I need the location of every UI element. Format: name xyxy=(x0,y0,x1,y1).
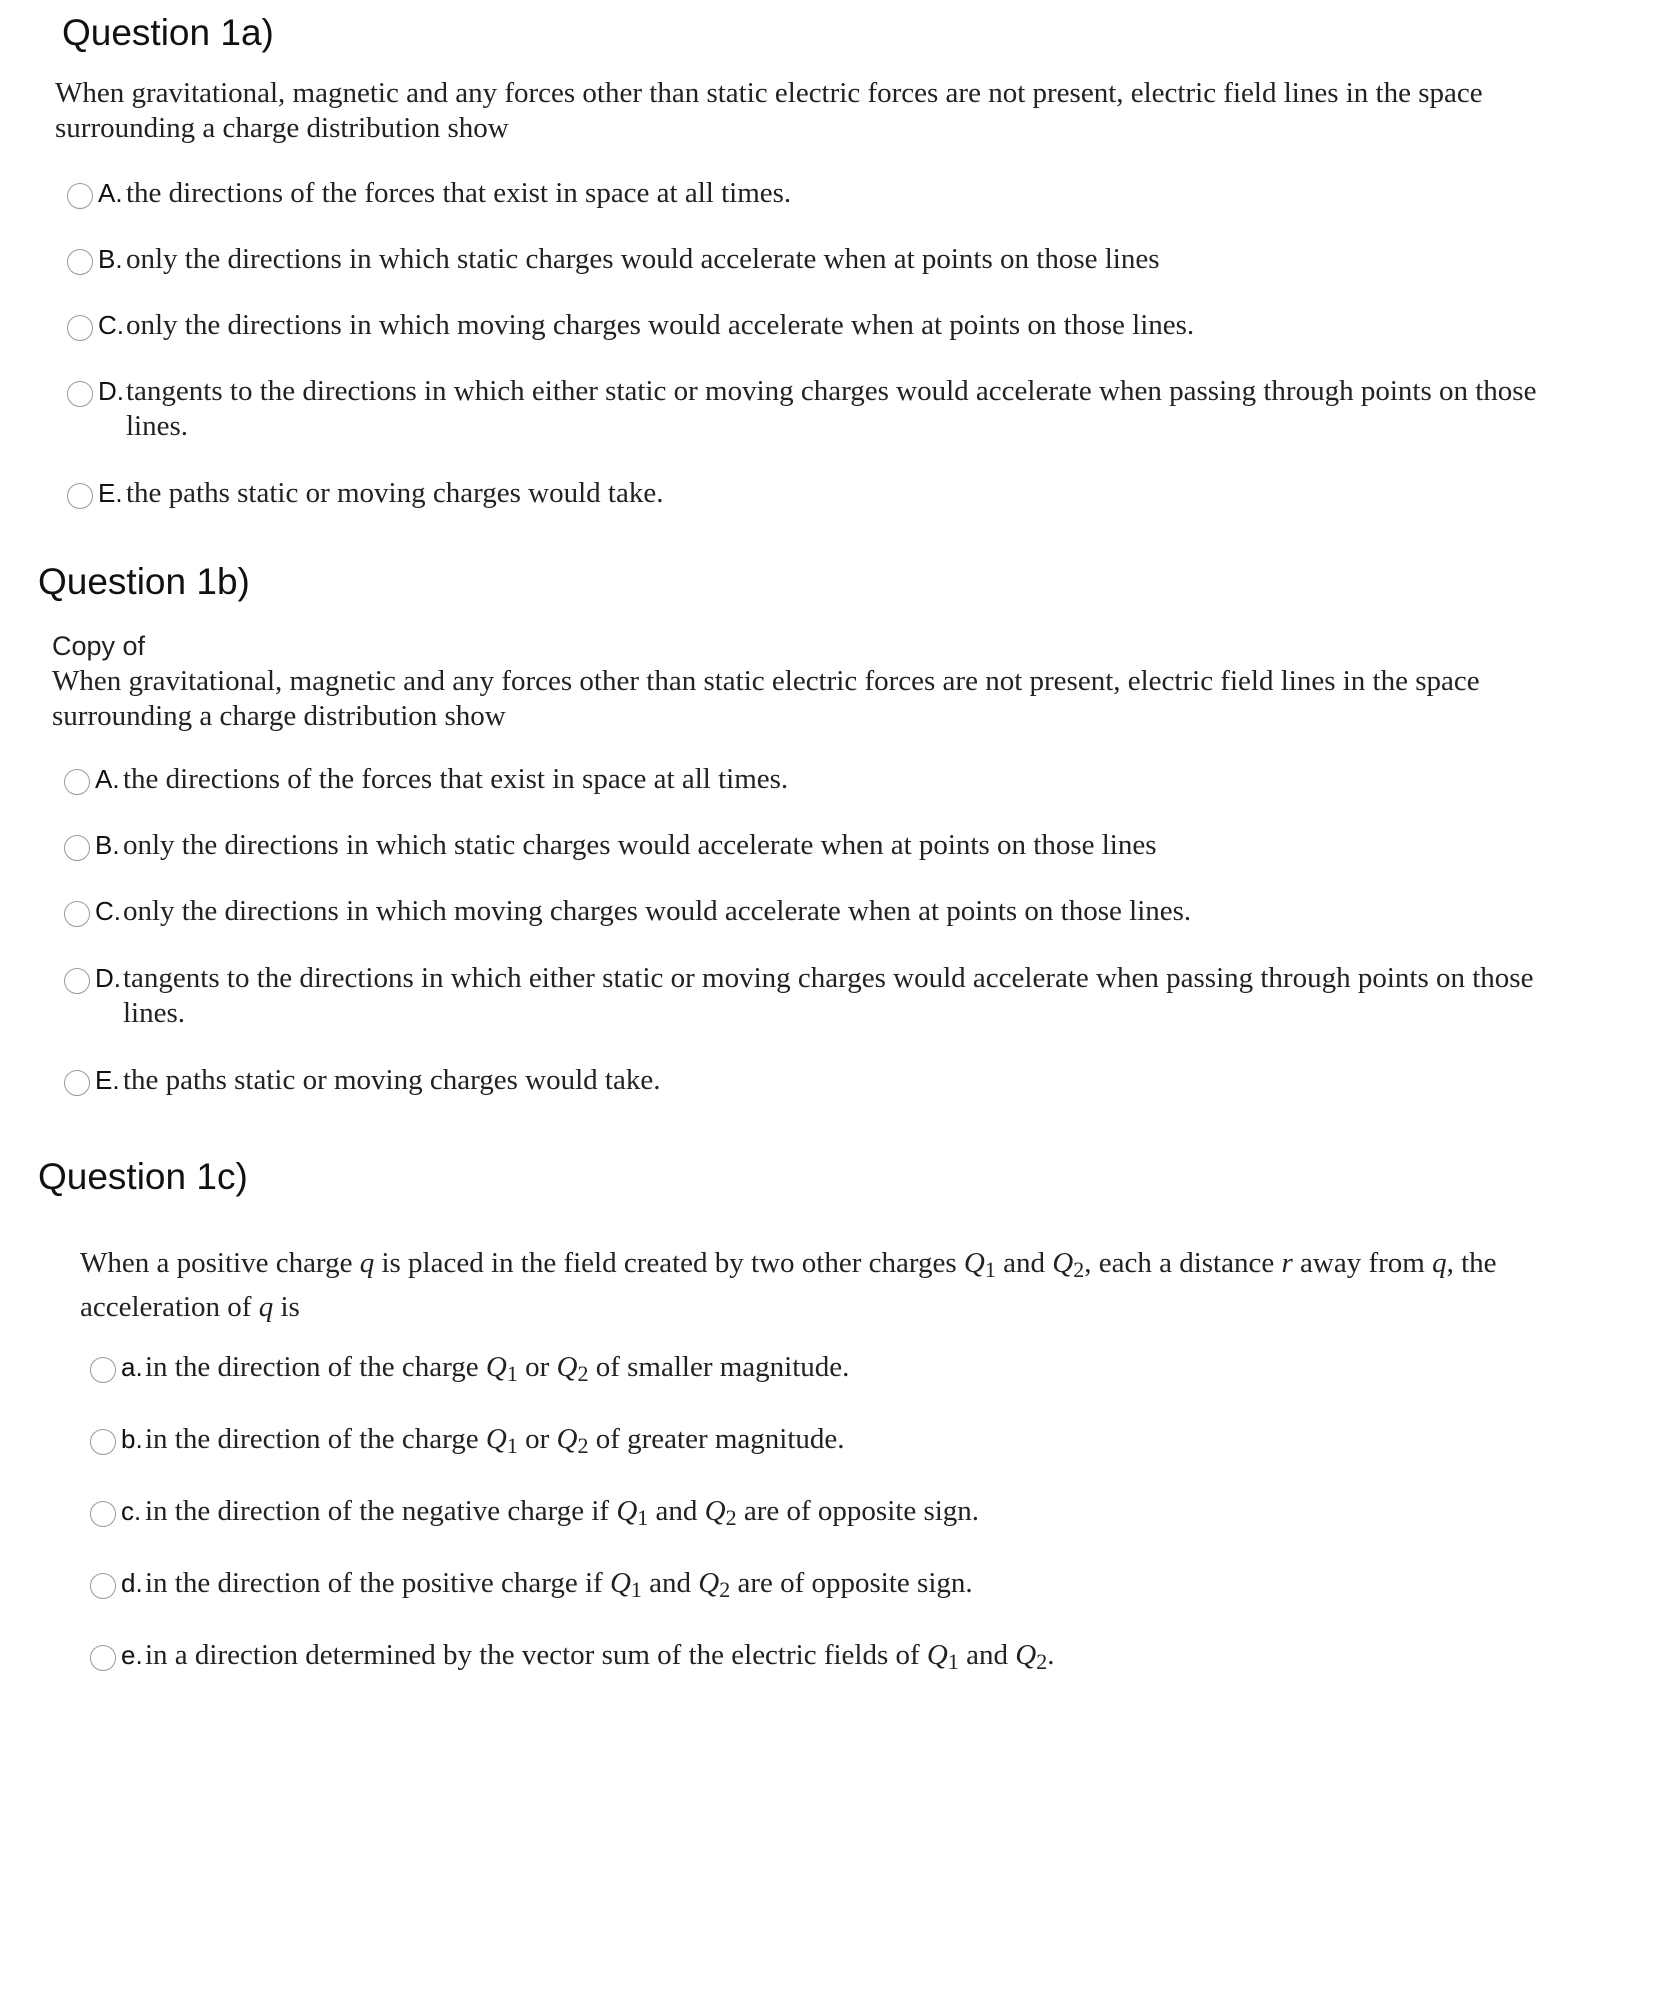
math-subscript: 2 xyxy=(577,1433,589,1458)
stem-text: , each a distance xyxy=(1084,1247,1282,1279)
option-letter: B. xyxy=(98,244,123,274)
q1a-option-b[interactable] xyxy=(67,242,1607,277)
math-Q2: Q xyxy=(698,1567,720,1599)
math-Q2: Q xyxy=(556,1351,578,1383)
math-subscript: 1 xyxy=(947,1649,959,1674)
option-letter: c. xyxy=(121,1496,142,1526)
q1b-option-e-radio[interactable] xyxy=(64,1070,90,1096)
copy-of-label: Copy of xyxy=(52,631,146,661)
option-letter: A. xyxy=(95,764,120,794)
q1a-option-a[interactable] xyxy=(67,176,1607,211)
option-text-part: in the direction of the charge xyxy=(145,1351,486,1383)
option-text: the directions of the forces that exist in space at all times. xyxy=(123,763,789,795)
option-text: only the directions in which static charges would accelerate when at points on those lines xyxy=(126,243,1160,275)
option-letter: B. xyxy=(95,830,120,860)
option-letter: D. xyxy=(95,963,121,993)
option-text-part: are of opposite sign. xyxy=(736,1495,980,1527)
option-letter: C. xyxy=(98,310,124,340)
option-letter: b. xyxy=(121,1424,143,1454)
math-subscript: 2 xyxy=(577,1361,589,1386)
option-letter: D. xyxy=(98,376,124,406)
math-subscript: 2 xyxy=(725,1505,737,1530)
q1c-option-a-radio[interactable] xyxy=(90,1357,116,1383)
q1b-option-c-radio[interactable] xyxy=(64,901,90,927)
q1b-option-b[interactable] xyxy=(64,828,1604,863)
option-text: the directions of the forces that exist in space at all times. xyxy=(126,177,792,209)
q1b-option-b-radio[interactable] xyxy=(64,835,90,861)
option-letter: E. xyxy=(98,478,123,508)
math-subscript: 1 xyxy=(637,1505,649,1530)
math-q: q xyxy=(258,1291,274,1323)
q1b-option-d-radio[interactable] xyxy=(64,968,90,994)
option-text-part: in the direction of the negative charge if xyxy=(145,1495,617,1527)
math-subscript: 2 xyxy=(1036,1649,1048,1674)
q1a-option-b-radio[interactable] xyxy=(67,249,93,275)
math-Q1: Q xyxy=(926,1639,948,1671)
option-text-part: and xyxy=(958,1639,1016,1671)
option-text-part: of smaller magnitude. xyxy=(588,1351,850,1383)
question-1b-stem xyxy=(52,629,1592,734)
stem-text: away from xyxy=(1292,1247,1433,1279)
math-subscript: 2 xyxy=(719,1577,731,1602)
q1c-option-c[interactable] xyxy=(90,1494,1590,1530)
q1a-option-d[interactable] xyxy=(67,374,1597,444)
option-letter: E. xyxy=(95,1065,120,1095)
math-subscript: 1 xyxy=(984,1257,996,1282)
option-text: tangents to the directions in which either static or moving charges would accelerate when passing through points on those lines. xyxy=(126,375,1537,442)
option-text: only the directions in which moving charges would accelerate when at points on those lines. xyxy=(126,309,1195,341)
option-text xyxy=(145,1422,845,1458)
math-Q2: Q xyxy=(704,1495,726,1527)
option-text-part: in the direction of the charge xyxy=(145,1423,486,1455)
option-text xyxy=(145,1566,973,1602)
math-Q1: Q xyxy=(616,1495,638,1527)
option-text-part: or xyxy=(517,1351,557,1383)
q1a-option-e-radio[interactable] xyxy=(67,483,93,509)
question-1a-stem: When gravitational, magnetic and any forces other than static electric forces are not present, electric field lines in the space surrounding a charge distribution show xyxy=(55,77,1483,144)
q1a-option-e[interactable] xyxy=(67,476,1607,511)
math-Q1: Q xyxy=(609,1567,631,1599)
stem-text: is xyxy=(273,1291,300,1323)
option-text-part: are of opposite sign. xyxy=(730,1567,973,1599)
q1c-option-b[interactable] xyxy=(90,1422,1590,1458)
math-q: q xyxy=(1432,1247,1447,1279)
stem-text: , the acceleration of xyxy=(80,1247,1497,1323)
q1b-option-d[interactable] xyxy=(64,961,1594,1031)
option-text: tangents to the directions in which either static or moving charges would accelerate when passing through points on those lines. xyxy=(123,962,1534,1029)
math-subscript: 1 xyxy=(506,1361,518,1386)
q1b-option-e[interactable] xyxy=(64,1063,1604,1098)
option-text: the paths static or moving charges would take. xyxy=(123,1064,661,1096)
q1a-option-a-radio[interactable] xyxy=(67,183,93,209)
math-r: r xyxy=(1281,1247,1293,1279)
option-text: only the directions in which static charges would accelerate when at points on those lines xyxy=(123,829,1157,861)
math-Q1: Q xyxy=(485,1351,507,1383)
q1b-option-a-radio[interactable] xyxy=(64,769,90,795)
q1c-option-e[interactable] xyxy=(90,1638,1590,1674)
question-1b-title: Question 1b) xyxy=(38,561,250,602)
q1c-option-d[interactable] xyxy=(90,1566,1590,1602)
option-text xyxy=(145,1494,979,1530)
option-letter: a. xyxy=(121,1352,143,1382)
option-text xyxy=(145,1350,849,1386)
stem-text: When a positive charge xyxy=(80,1247,360,1279)
option-text: only the directions in which moving charges would accelerate when at points on those lines. xyxy=(123,895,1192,927)
q1b-option-a[interactable] xyxy=(64,762,1604,797)
q1c-option-a[interactable] xyxy=(90,1350,1590,1386)
q1c-option-d-radio[interactable] xyxy=(90,1573,116,1599)
math-Q2: Q xyxy=(556,1423,578,1455)
stem-text: and xyxy=(995,1247,1053,1279)
option-text-part: and xyxy=(641,1567,699,1599)
q1c-option-b-radio[interactable] xyxy=(90,1429,116,1455)
math-subscript: 1 xyxy=(506,1433,518,1458)
question-1b-stem-text: When gravitational, magnetic and any forces other than static electric forces are not present, electric field lines in the space surrounding a charge distribution show xyxy=(52,665,1480,732)
question-1c-stem xyxy=(80,1242,1580,1328)
math-Q2: Q xyxy=(1052,1247,1074,1279)
option-text-part: of greater magnitude. xyxy=(588,1423,845,1455)
math-subscript: 2 xyxy=(1073,1257,1085,1282)
q1b-option-c[interactable] xyxy=(64,894,1604,929)
math-Q1: Q xyxy=(963,1247,985,1279)
math-subscript: 1 xyxy=(630,1577,642,1602)
option-letter: A. xyxy=(98,178,123,208)
q1c-option-c-radio[interactable] xyxy=(90,1501,116,1527)
q1a-option-c-radio[interactable] xyxy=(67,315,93,341)
stem-text: is placed in the field created by two other charges xyxy=(374,1247,964,1279)
question-1c-title: Question 1c) xyxy=(38,1156,248,1197)
q1a-option-d-radio[interactable] xyxy=(67,381,93,407)
option-text-part: in the direction of the positive charge if xyxy=(145,1567,610,1599)
option-text-part: and xyxy=(648,1495,705,1527)
option-letter: C. xyxy=(95,896,121,926)
q1a-option-c[interactable] xyxy=(67,308,1607,343)
question-1a-title: Question 1a) xyxy=(62,12,274,53)
math-Q1: Q xyxy=(485,1423,507,1455)
option-text: the paths static or moving charges would take. xyxy=(126,477,664,509)
option-text-part: in a direction determined by the vector sum of the electric fields of xyxy=(145,1639,927,1671)
math-Q2: Q xyxy=(1015,1639,1037,1671)
option-letter: d. xyxy=(121,1568,143,1598)
option-text xyxy=(145,1638,1054,1674)
option-text-part: or xyxy=(517,1423,557,1455)
math-q: q xyxy=(359,1247,375,1279)
q1c-option-e-radio[interactable] xyxy=(90,1645,116,1671)
option-letter: e. xyxy=(121,1640,143,1670)
option-text-part: . xyxy=(1047,1639,1055,1671)
